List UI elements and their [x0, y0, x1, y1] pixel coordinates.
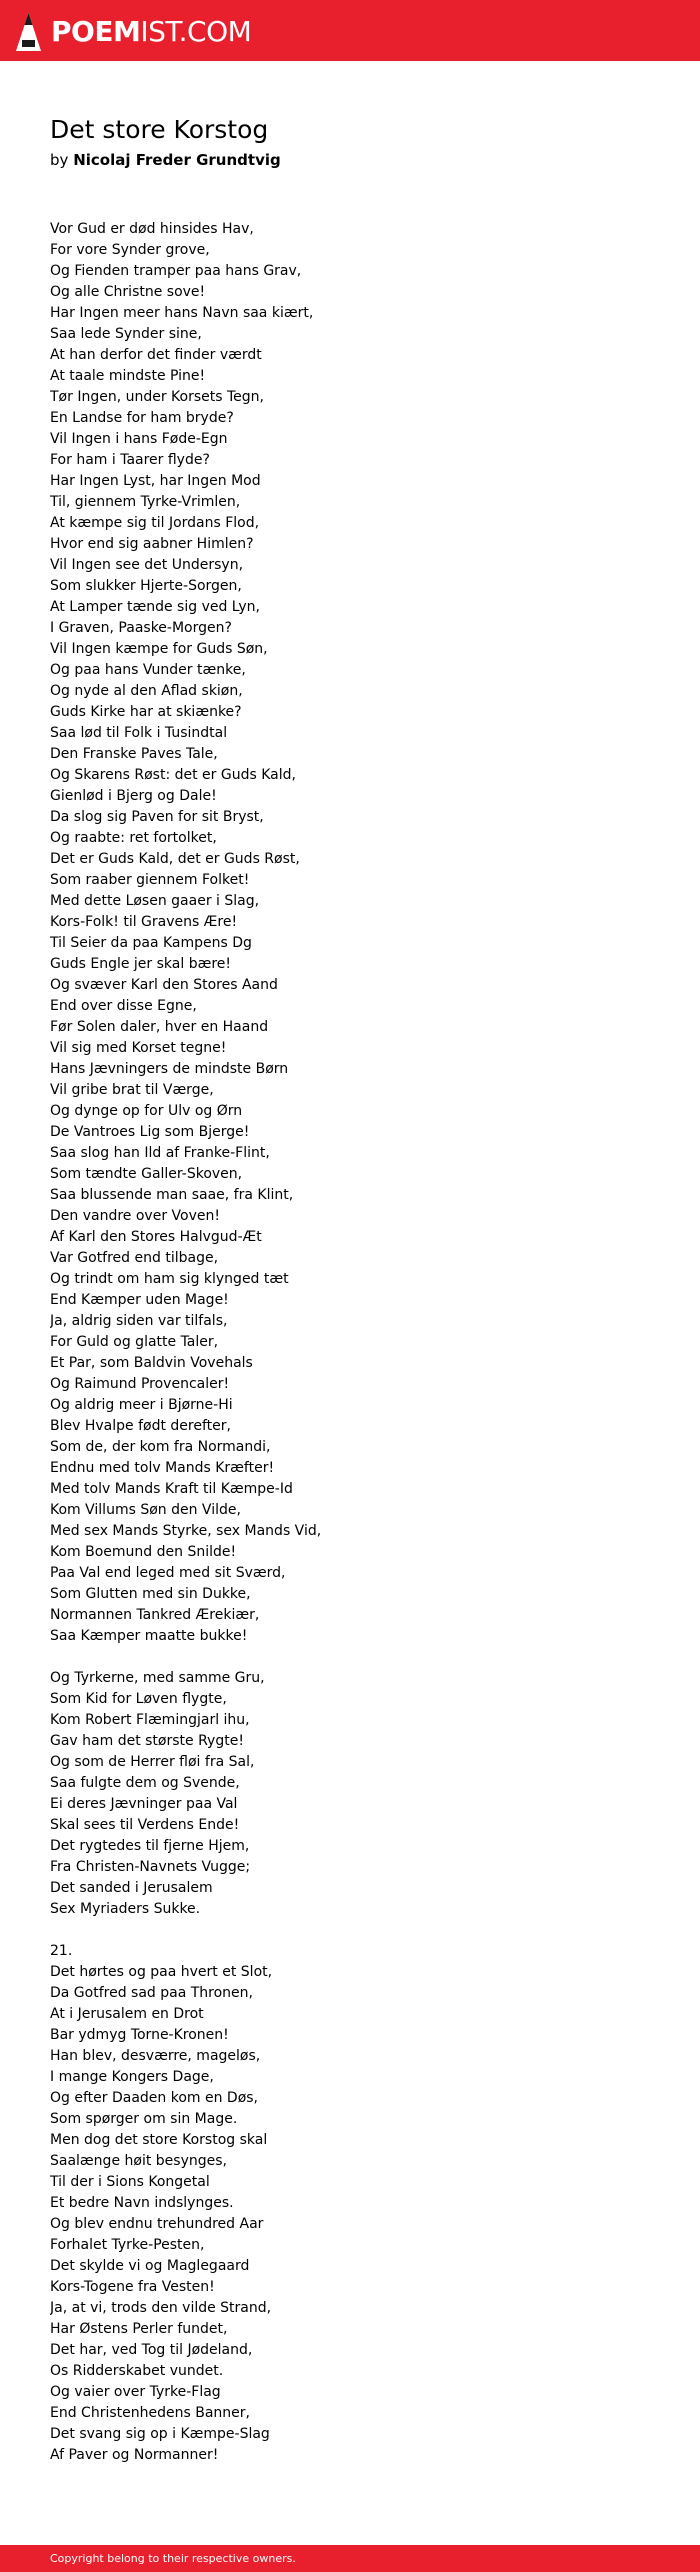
poem-line: I mange Kongers Dage, [50, 2069, 214, 2085]
poem-line: End over disse Egne, [50, 998, 197, 1014]
site-header [0, 0, 700, 61]
poem-line: Vil Ingen i hans Føde-Egn [50, 431, 228, 447]
poem-line: Saa slog han Ild af Franke-Flint, [50, 1145, 270, 1161]
poem-byline [50, 150, 650, 170]
poem-line: Og Raimund Provencaler! [50, 1376, 230, 1392]
poem-line: Et bedre Navn indslynges. [50, 2195, 234, 2211]
poem-line: For Guld og glatte Taler, [50, 1334, 219, 1350]
poem-line: Sex Myriaders Sukke. [50, 1901, 201, 1917]
poem-line: Til Seier da paa Kampens Dg [50, 935, 252, 951]
poem-line: Og som de Herrer fløi fra Sal, [50, 1754, 255, 1770]
poem-line: Blev Hvalpe født derefter, [50, 1418, 231, 1434]
poem-line: Kors-Folk! til Gravens Ære! [50, 914, 238, 930]
stanza-break [50, 1920, 650, 1941]
poem-body [50, 219, 650, 2466]
poem-line: Os Ridderskabet vundet. [50, 2363, 224, 2379]
poem-line: Som Kid for Løven flygte, [50, 1691, 227, 1707]
poem-line: Det har, ved Tog til Jødeland, [50, 2342, 253, 2358]
poem-line: Da Gotfred sad paa Thronen, [50, 1985, 253, 2001]
poem-line: Før Solen daler, hver en Haand [50, 1019, 269, 1035]
poem-line: Og aldrig meer i Bjørne-Hi [50, 1397, 233, 1413]
poem-line: Det skylde vi og Maglegaard [50, 2258, 250, 2274]
poem-line: Det er Guds Kald, det er Guds Røst, [50, 851, 300, 867]
poem-line: Af Karl den Stores Halvgud-Æt [50, 1229, 262, 1245]
poem-line: Og paa hans Vunder tænke, [50, 662, 246, 678]
poem-line: Hans Jævningers de mindste Børn [50, 1061, 289, 1077]
poem-line: Ei deres Jævninger paa Val [50, 1796, 238, 1812]
poem-line: Har Ingen Lyst, har Ingen Mod [50, 473, 261, 489]
byline-label: by [50, 151, 69, 169]
poem-line: At Lamper tænde sig ved Lyn, [50, 599, 260, 615]
poem-line: Han blev, desværre, mageløs, [50, 2048, 261, 2064]
poem-line: Saa lede Synder sine, [50, 326, 202, 342]
poem-line: Det sanded i Jerusalem [50, 1880, 213, 1896]
poem-line: Vor Gud er død hinsides Hav, [50, 221, 254, 237]
poem-line: Vil Ingen see det Undersyn, [50, 557, 244, 573]
poem-line: End Kæmper uden Mage! [50, 1292, 229, 1308]
poem-line: Bar ydmyg Torne-Kronen! [50, 2027, 229, 2043]
poem-line: Og trindt om ham sig klynged tæt [50, 1271, 289, 1287]
poem-line: Da slog sig Paven for sit Bryst, [50, 809, 264, 825]
poem-line: Den vandre over Voven! [50, 1208, 220, 1224]
poem-line: Og alle Christne sove! [50, 284, 206, 300]
poem-line: Vil gribe brat til Værge, [50, 1082, 214, 1098]
poem-line: Et Par, som Baldvin Vovehals [50, 1355, 253, 1371]
poem-line: Kors-Togene fra Vesten! [50, 2279, 215, 2295]
poem-line: Kom Robert Flæmingjarl ihu, [50, 1712, 250, 1728]
poem-line: Og Skarens Røst: det er Guds Kald, [50, 767, 296, 783]
poem-line: Endnu med tolv Mands Kræfter! [50, 1460, 275, 1476]
poem-line: Vil Ingen kæmpe for Guds Søn, [50, 641, 268, 657]
poem-line: Kom Boemund den Snilde! [50, 1544, 237, 1560]
poem-line: Og efter Daaden kom en Døs, [50, 2090, 259, 2106]
poem-line: Guds Engle jer skal bære! [50, 956, 232, 972]
logo-text-light: IST.COM [140, 15, 252, 48]
poem-line: Var Gotfred end tilbage, [50, 1250, 219, 1266]
poem-line: Og raabte: ret fortolket, [50, 830, 217, 846]
poem-line: Saalænge høit besynges, [50, 2153, 227, 2169]
poem-line: Og Fienden tramper paa hans Grav, [50, 263, 302, 279]
poem-line: Normannen Tankred Ærekiær, [50, 1607, 260, 1623]
poem-line: De Vantroes Lig som Bjerge! [50, 1124, 250, 1140]
poem-line: Ja, at vi, trods den vilde Strand, [50, 2300, 272, 2316]
poem-heading [50, 113, 650, 170]
poem-line: Gav ham det største Rygte! [50, 1733, 244, 1749]
poem-line: End Christenhedens Banner, [50, 2405, 250, 2421]
poem-line: Med dette Løsen gaaer i Slag, [50, 893, 260, 909]
site-footer [0, 2545, 700, 2572]
poem-line: For ham i Taarer flyde? [50, 452, 210, 468]
logo-text-bold: POEM [51, 15, 141, 48]
poem-line: Til der i Sions Kongetal [50, 2174, 210, 2190]
poem-line: Gienlød i Bjerg og Dale! [50, 788, 217, 804]
poem-line: For vore Synder grove, [50, 242, 210, 258]
poem-line: Af Paver og Normanner! [50, 2447, 219, 2463]
poem-line: Som Glutten med sin Dukke, [50, 1586, 251, 1602]
poem-line: Med tolv Mands Kraft til Kæmpe-Id [50, 1481, 293, 1497]
poem-line: At han derfor det finder værdt [50, 347, 262, 363]
poem-line: Vil sig med Korset tegne! [50, 1040, 227, 1056]
poem-line: Saa Kæmper maatte bukke! [50, 1628, 248, 1644]
poem-line: Og nyde al den Aflad skiøn, [50, 683, 243, 699]
poem-line: At taale mindste Pine! [50, 368, 206, 384]
poem-line: Til, giennem Tyrke-Vrimlen, [50, 494, 241, 510]
poem-line: I Graven, Paaske-Morgen? [50, 620, 232, 636]
poem-line: Og blev endnu trehundred Aar [50, 2216, 264, 2232]
site-logo-text [51, 13, 251, 51]
poem-line: Som raaber giennem Folket! [50, 872, 250, 888]
poem-line: Saa blussende man saae, fra Klint, [50, 1187, 294, 1203]
poem-line: Det hørtes og paa hvert et Slot, [50, 1964, 273, 1980]
poem-title: Det store Korstog [50, 115, 269, 144]
poem-line: Men dog det store Korstog skal [50, 2132, 268, 2148]
poem-line: En Landse for ham bryde? [50, 410, 234, 426]
poem-line: Og dynge op for Ulv og Ørn [50, 1103, 243, 1119]
poem-line: Som tændte Galler-Skoven, [50, 1166, 243, 1182]
poem-line: Og svæver Karl den Stores Aand [50, 977, 278, 993]
poem-line: Med sex Mands Styrke, sex Mands Vid, [50, 1523, 322, 1539]
poem-author[interactable]: Nicolaj Freder Grundtvig [73, 151, 281, 169]
poem-line: Forhalet Tyrke-Pesten, [50, 2237, 205, 2253]
poem-line: Ja, aldrig siden var tilfals, [50, 1313, 228, 1329]
poem-line: Har Ingen meer hans Navn saa kiært, [50, 305, 314, 321]
poem-line: Og vaier over Tyrke-Flag [50, 2384, 221, 2400]
poem-line: Saa lød til Folk i Tusindtal [50, 725, 228, 741]
poem-line: Guds Kirke har at skiænke? [50, 704, 242, 720]
poem-line: Og Tyrkerne, med samme Gru, [50, 1670, 265, 1686]
poem-line: Som spørger om sin Mage. [50, 2111, 238, 2127]
poem-line: Fra Christen-Navnets Vugge; [50, 1859, 251, 1875]
poem-line: Hvor end sig aabner Himlen? [50, 536, 254, 552]
poem-line: At i Jerusalem en Drot [50, 2006, 204, 2022]
poem-line: 21. [50, 1943, 73, 1959]
poem-line: Det svang sig op i Kæmpe-Slag [50, 2426, 270, 2442]
site-logo[interactable] [16, 13, 251, 51]
poem-line: Som de, der kom fra Normandi, [50, 1439, 271, 1455]
poem-line: Som slukker Hjerte-Sorgen, [50, 578, 242, 594]
poem-line: Har Østens Perler fundet, [50, 2321, 228, 2337]
poem-line: Den Franske Paves Tale, [50, 746, 218, 762]
poem-line: Tør Ingen, under Korsets Tegn, [50, 389, 264, 405]
poem-line: Kom Villums Søn den Vilde, [50, 1502, 241, 1518]
copyright-notice: Copyright belong to their respective owners. [50, 2552, 296, 2565]
poem-line: Paa Val end leged med sit Sværd, [50, 1565, 286, 1581]
poem-line: At kæmpe sig til Jordans Flod, [50, 515, 260, 531]
poem-line: Skal sees til Verdens Ende! [50, 1817, 240, 1833]
poem-line: Det rygtedes til fjerne Hjem, [50, 1838, 250, 1854]
poem-line: Saa fulgte dem og Svende, [50, 1775, 240, 1791]
pencil-icon [16, 13, 41, 51]
stanza-break [50, 1647, 650, 1668]
